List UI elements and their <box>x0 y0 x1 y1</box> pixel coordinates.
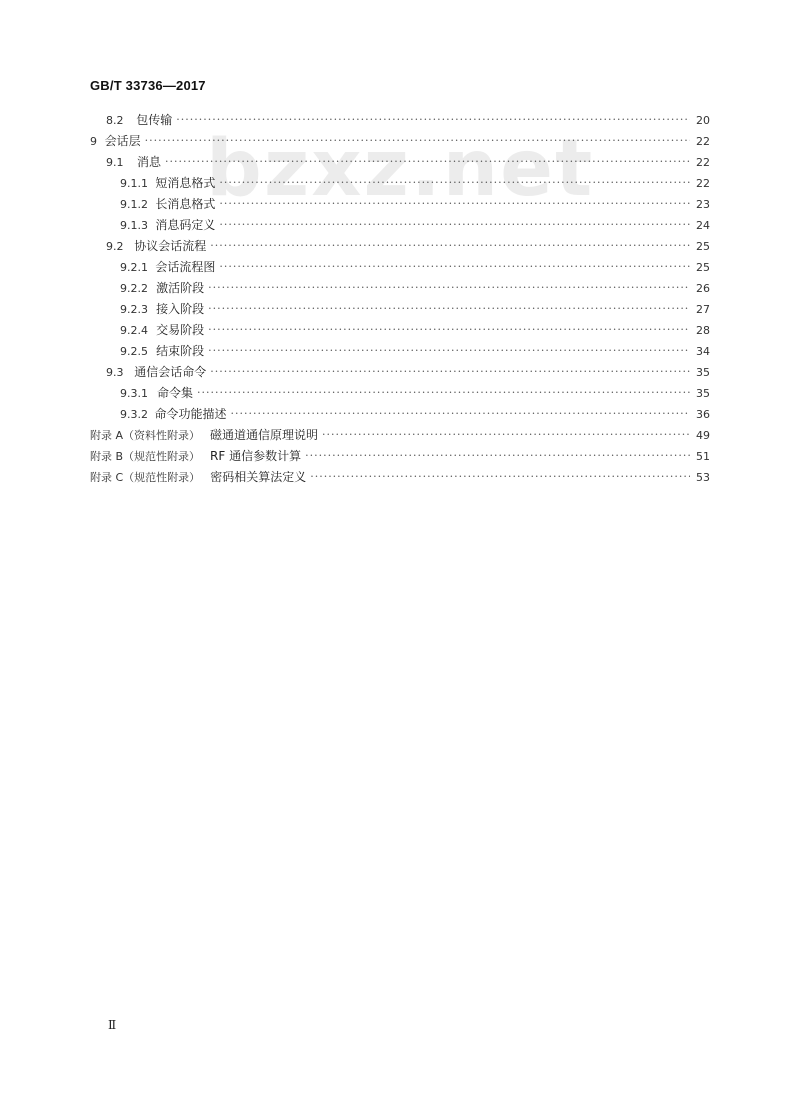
watermark-text: bzxz.net <box>206 124 595 214</box>
toc-entry-title: 命令功能描述 <box>154 407 227 421</box>
toc-dot-leader <box>210 236 690 256</box>
toc-entry-page: 35 <box>696 366 710 379</box>
toc-dot-leader <box>219 215 690 235</box>
toc-entry-number: 9.2.5 <box>120 345 148 358</box>
toc-entry-title: 消息码定义 <box>155 218 216 232</box>
toc-dot-leader <box>230 404 690 424</box>
toc-entry-number: 9 <box>90 135 97 148</box>
standard-code-header: GB/T 33736—2017 <box>90 78 206 93</box>
toc-entry-page: 24 <box>696 219 710 232</box>
toc-dot-leader <box>197 383 690 403</box>
toc-entry-page: 36 <box>696 408 710 421</box>
toc-entry-number: 9.3.1 <box>120 387 148 400</box>
toc-entry-title: 包传输 <box>136 113 173 127</box>
toc-dot-leader <box>322 425 690 445</box>
toc-entry-number: 附录 C（规范性附录） <box>90 471 201 484</box>
toc-entry-number: 9.2.4 <box>120 324 148 337</box>
toc-entry[interactable] <box>90 467 710 487</box>
toc-entry-number: 9.2.3 <box>120 303 148 316</box>
toc-dot-leader <box>176 110 690 130</box>
toc-entry-number: 附录 A（资料性附录） <box>90 429 201 442</box>
toc-entry[interactable] <box>90 446 710 466</box>
toc-entry[interactable] <box>90 425 710 445</box>
toc-dot-leader <box>219 194 690 214</box>
toc-entry-page: 22 <box>696 156 710 169</box>
toc-entry-page: 28 <box>696 324 710 337</box>
toc-entry-page: 27 <box>696 303 710 316</box>
toc-entry-title: 会话层 <box>104 134 141 148</box>
toc-entry-page: 20 <box>696 114 710 127</box>
toc-entry[interactable] <box>120 299 710 319</box>
toc-entry-page: 25 <box>696 261 710 274</box>
toc-entry-title: RF 通信参数计算 <box>210 449 302 463</box>
toc-entry-page: 51 <box>696 450 710 463</box>
toc-dot-leader <box>219 257 690 277</box>
toc-entry-title: 密码相关算法定义 <box>210 470 307 484</box>
toc-entry-number: 9.1.3 <box>120 219 148 232</box>
toc-entry-title: 通信会话命令 <box>134 365 207 379</box>
toc-dot-leader <box>310 467 690 487</box>
toc-entry-title: 命令集 <box>156 386 193 400</box>
toc-entry[interactable] <box>120 278 710 298</box>
toc-entry-page: 22 <box>696 135 710 148</box>
toc-entry-number: 9.2.2 <box>120 282 148 295</box>
toc-entry-number: 9.2.1 <box>120 261 148 274</box>
toc-entry-page: 34 <box>696 345 710 358</box>
toc-dot-leader <box>208 299 690 319</box>
toc-entry[interactable] <box>120 320 710 340</box>
toc-entry-number: 9.3.2 <box>120 408 148 421</box>
toc-entry-number: 9.2 <box>106 240 124 253</box>
toc-dot-leader <box>165 152 690 172</box>
toc-entry-number: 9.1 <box>106 156 124 169</box>
toc-entry-number: 9.1.2 <box>120 198 148 211</box>
toc-entry-page: 53 <box>696 471 710 484</box>
toc-dot-leader <box>145 131 690 151</box>
toc-entry-title: 交易阶段 <box>156 323 205 337</box>
toc-entry-page: 49 <box>696 429 710 442</box>
toc-entry-title: 协议会话流程 <box>134 239 207 253</box>
toc-entry-page: 26 <box>696 282 710 295</box>
toc-dot-leader <box>305 446 690 466</box>
toc-entry-number: 附录 B（规范性附录） <box>90 450 201 463</box>
toc-entry-title: 激活阶段 <box>156 281 205 295</box>
toc-entry-title: 结束阶段 <box>156 344 205 358</box>
toc-entry[interactable] <box>120 215 710 235</box>
toc-entry[interactable] <box>90 131 710 151</box>
toc-entry[interactable] <box>120 257 710 277</box>
toc-entry-title: 消息 <box>136 155 161 169</box>
toc-dot-leader <box>219 173 690 193</box>
toc-entry[interactable] <box>120 194 710 214</box>
toc-dot-leader <box>208 341 690 361</box>
toc-entry-number: 9.3 <box>106 366 124 379</box>
toc-entry-page: 25 <box>696 240 710 253</box>
toc-dot-leader <box>208 278 690 298</box>
toc-dot-leader <box>210 362 690 382</box>
toc-entry-page: 35 <box>696 387 710 400</box>
toc-entry[interactable] <box>106 152 710 172</box>
toc-entry-title: 会话流程图 <box>155 260 216 274</box>
toc-entry-title: 接入阶段 <box>156 302 205 316</box>
toc-entry-number: 8.2 <box>106 114 124 127</box>
toc-entry[interactable] <box>120 404 710 424</box>
toc-entry-page: 23 <box>696 198 710 211</box>
toc-entry[interactable] <box>120 173 710 193</box>
toc-entry-number: 9.1.1 <box>120 177 148 190</box>
toc-entry[interactable] <box>106 362 710 382</box>
toc-dot-leader <box>208 320 690 340</box>
toc-entry-title: 磁通道通信原理说明 <box>210 428 319 442</box>
toc-entry[interactable] <box>120 341 710 361</box>
toc-entry-title: 短消息格式 <box>155 176 216 190</box>
toc-entry[interactable] <box>106 236 710 256</box>
toc-entry-title: 长消息格式 <box>155 197 216 211</box>
toc-entry[interactable] <box>120 383 710 403</box>
toc-entry[interactable] <box>106 110 710 130</box>
page-number: Ⅱ <box>108 1018 117 1032</box>
toc-entry-page: 22 <box>696 177 710 190</box>
